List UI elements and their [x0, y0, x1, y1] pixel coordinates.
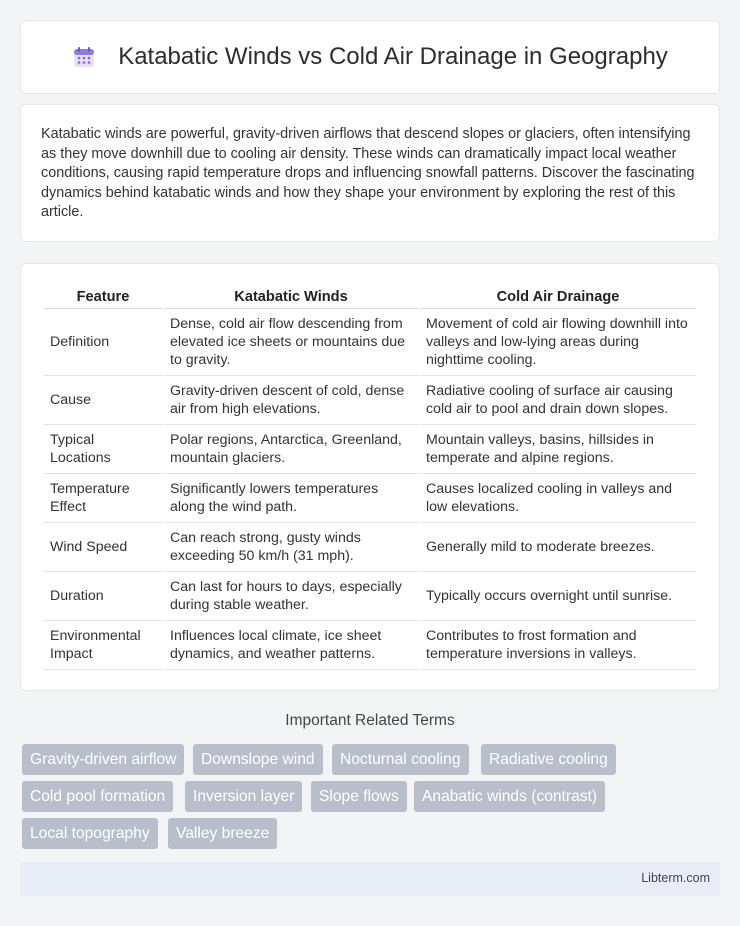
table-cell: Radiative cooling of surface air causing cold air to pool and drain down slopes. — [420, 376, 696, 425]
table-cell: Dense, cold air flow descending from elevated ice sheets or mountains due to gravity. — [164, 309, 418, 376]
header-cold-air: Cold Air Drainage — [420, 284, 696, 309]
table-row — [44, 376, 696, 425]
header-katabatic: Katabatic Winds — [164, 284, 418, 309]
table-cell: Duration — [44, 572, 162, 621]
term-tag[interactable]: Local topography — [22, 818, 158, 849]
term-tag[interactable]: Cold pool formation — [22, 781, 173, 812]
table-cell: Definition — [44, 309, 162, 376]
comparison-table-card — [20, 263, 720, 691]
table-cell: Significantly lowers temperatures along the wind path. — [164, 474, 418, 523]
term-tag[interactable]: Slope flows — [311, 781, 407, 812]
intro-text: Katabatic winds are powerful, gravity-driven airflows that descend slopes or glaciers, often intensifying as they move downhill due to cooling air density. These winds can dramatically impact local weather conditions, causing rapid temperature drops and influencing snowfall patterns. Discover the fascinating dynamics behind katabatic winds and how they shape your environment by exploring the rest of this article. — [41, 126, 695, 221]
table-cell: Wind Speed — [44, 523, 162, 572]
table-cell: Temperature Effect — [44, 474, 162, 523]
footer — [20, 862, 720, 896]
term-tag[interactable]: Nocturnal cooling — [332, 744, 469, 775]
table-cell: Mountain valleys, basins, hillsides in temperate and alpine regions. — [420, 425, 696, 474]
table-cell: Cause — [44, 376, 162, 425]
title-card — [20, 20, 720, 94]
table-cell: Can reach strong, gusty winds exceeding 50 km/h (31 mph). — [164, 523, 418, 572]
table-cell: Causes localized cooling in valleys and low elevations. — [420, 474, 696, 523]
table-row — [44, 425, 696, 474]
table-cell: Movement of cold air flowing downhill into valleys and low-lying areas during nighttime cooling. — [420, 309, 696, 376]
related-terms-title: Important Related Terms — [285, 712, 455, 729]
table-cell: Typical Locations — [44, 425, 162, 474]
term-tag[interactable]: Radiative cooling — [481, 744, 616, 775]
calendar-icon — [72, 45, 96, 69]
table-row — [44, 523, 696, 572]
table-cell: Influences local climate, ice sheet dynamics, and weather patterns. — [164, 621, 418, 670]
term-tag[interactable]: Anabatic winds (contrast) — [414, 781, 605, 812]
table-row — [44, 474, 696, 523]
intro-card — [20, 104, 720, 242]
header-feature: Feature — [44, 284, 162, 309]
table-cell: Polar regions, Antarctica, Greenland, mountain glaciers. — [164, 425, 418, 474]
term-tag[interactable]: Valley breeze — [168, 818, 277, 849]
table-header-row — [44, 284, 696, 309]
page-title: Katabatic Winds vs Cold Air Drainage in Geography — [118, 43, 668, 70]
table-cell: Typically occurs overnight until sunrise. — [420, 572, 696, 621]
term-tag[interactable]: Downslope wind — [193, 744, 323, 775]
term-tag[interactable]: Inversion layer — [185, 781, 302, 812]
table-row — [44, 572, 696, 621]
table-row — [44, 309, 696, 376]
table-cell: Gravity-driven descent of cold, dense air from high elevations. — [164, 376, 418, 425]
comparison-table — [42, 284, 698, 670]
footer-site-link[interactable]: Libterm.com — [641, 871, 710, 885]
table-row — [44, 621, 696, 670]
table-cell: Can last for hours to days, especially during stable weather. — [164, 572, 418, 621]
table-cell: Environmental Impact — [44, 621, 162, 670]
table-cell: Contributes to frost formation and temperature inversions in valleys. — [420, 621, 696, 670]
table-cell: Generally mild to moderate breezes. — [420, 523, 696, 572]
term-tag[interactable]: Gravity-driven airflow — [22, 744, 184, 775]
